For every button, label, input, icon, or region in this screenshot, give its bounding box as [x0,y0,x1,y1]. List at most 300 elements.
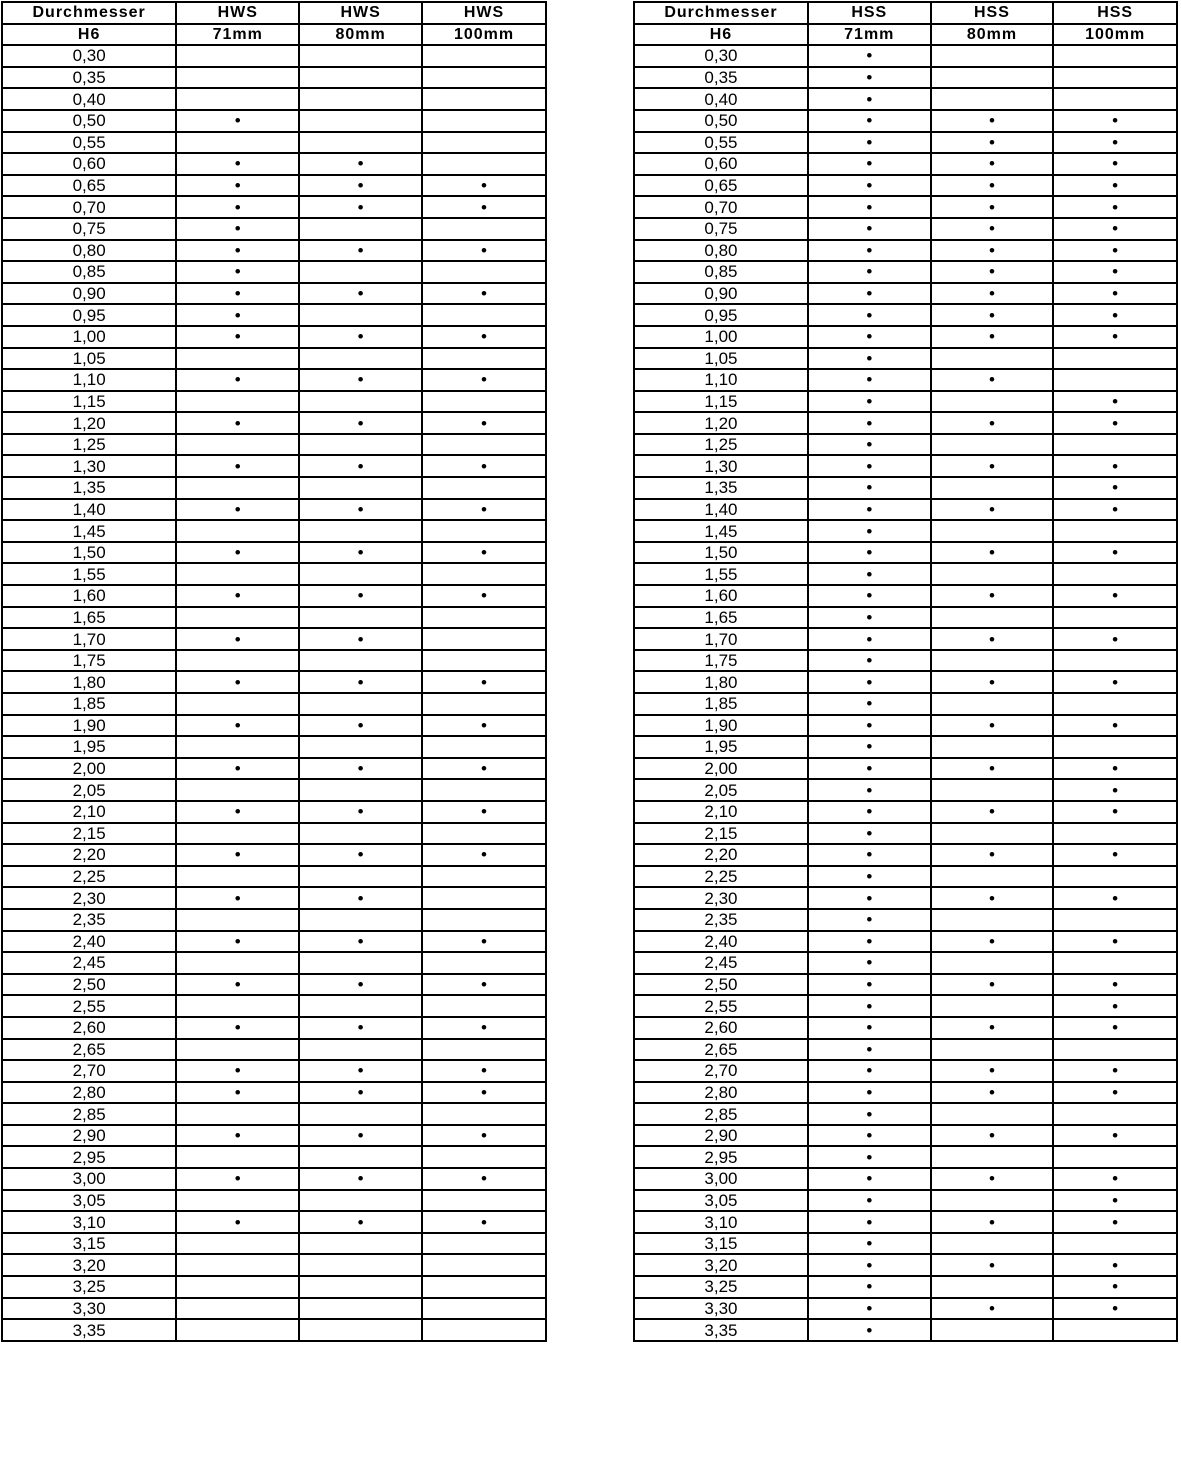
table-row [634,132,1177,154]
table-row [2,779,546,801]
table-row [2,844,546,866]
diameter-cell: 1,20 [634,412,808,434]
table-row [634,974,1177,996]
table-row [2,1168,546,1190]
diameter-cell: 3,10 [634,1211,808,1233]
availability-cell [299,1233,422,1255]
availability-cell: • [931,261,1054,283]
availability-cell [422,628,546,650]
table-row [634,283,1177,305]
availability-cell: • [1053,801,1177,823]
diameter-cell: 2,25 [2,866,176,888]
availability-cell [422,736,546,758]
availability-cell: • [176,175,299,197]
availability-cell: • [808,1254,931,1276]
availability-cell: • [808,1168,931,1190]
availability-cell [1053,1103,1177,1125]
hss-table-body [634,2,1177,1341]
availability-cell: • [808,88,931,110]
availability-cell: • [422,455,546,477]
availability-cell [299,1276,422,1298]
diameter-cell: 1,15 [2,391,176,413]
diameter-cell: 2,90 [634,1125,808,1147]
availability-cell [299,866,422,888]
availability-cell: • [176,931,299,953]
availability-cell: • [1053,218,1177,240]
table-row [2,1060,546,1082]
table-row [2,887,546,909]
availability-cell: • [176,1082,299,1104]
availability-cell [422,1276,546,1298]
availability-cell: • [176,887,299,909]
hws-table-body [2,2,546,1341]
availability-cell: • [931,1060,1054,1082]
availability-cell: • [422,542,546,564]
header-row-sub [634,24,1177,46]
diameter-cell: 0,75 [634,218,808,240]
table-row [634,563,1177,585]
availability-cell: • [808,326,931,348]
availability-cell: • [176,304,299,326]
table-row [2,585,546,607]
availability-cell: • [176,499,299,521]
availability-cell: • [931,153,1054,175]
availability-cell [931,607,1054,629]
availability-cell: • [808,477,931,499]
diameter-cell: 1,50 [2,542,176,564]
diameter-cell: 3,15 [2,1233,176,1255]
availability-cell: • [176,369,299,391]
hss-table [633,1,1178,1342]
table-row [634,153,1177,175]
table-row [2,607,546,629]
diameter-cell: 3,05 [634,1190,808,1212]
availability-cell [299,650,422,672]
availability-cell: • [422,283,546,305]
availability-cell: • [1053,326,1177,348]
availability-cell: • [299,283,422,305]
availability-cell: • [1053,175,1177,197]
column-header: HWS [422,2,546,24]
availability-cell [1053,1233,1177,1255]
availability-cell: • [299,715,422,737]
table-row [634,1211,1177,1233]
column-header: HSS [808,2,931,24]
table-row [634,823,1177,845]
table-row [2,1211,546,1233]
availability-cell: • [1053,1082,1177,1104]
table-row [634,1146,1177,1168]
availability-cell: • [931,671,1054,693]
diameter-cell: 0,75 [2,218,176,240]
diameter-cell: 0,40 [634,88,808,110]
diameter-cell: 0,50 [634,110,808,132]
diameter-cell: 0,90 [2,283,176,305]
availability-cell: • [1053,715,1177,737]
diameter-cell: 1,65 [2,607,176,629]
availability-cell: • [422,326,546,348]
diameter-cell: 0,55 [2,132,176,154]
diameter-cell: 1,60 [634,585,808,607]
availability-cell: • [808,434,931,456]
table-row [634,1017,1177,1039]
diameter-cell: 2,95 [634,1146,808,1168]
diameter-cell: 3,35 [634,1319,808,1341]
diameter-cell: 3,05 [2,1190,176,1212]
diameter-cell: 3,20 [2,1254,176,1276]
diameter-cell: 2,85 [2,1103,176,1125]
availability-cell: • [808,952,931,974]
availability-cell: • [931,304,1054,326]
availability-cell: • [422,196,546,218]
availability-cell: • [808,995,931,1017]
availability-cell [422,477,546,499]
table-row [634,434,1177,456]
availability-cell: • [422,974,546,996]
availability-cell [931,995,1054,1017]
availability-cell [931,391,1054,413]
diameter-cell: 1,25 [634,434,808,456]
table-row [2,196,546,218]
availability-cell: • [299,844,422,866]
diameter-cell: 1,75 [2,650,176,672]
table-row [634,348,1177,370]
availability-cell [176,607,299,629]
availability-cell: • [299,542,422,564]
availability-cell [422,887,546,909]
availability-cell [299,348,422,370]
diameter-cell: 2,65 [2,1039,176,1061]
table-row [634,585,1177,607]
availability-cell: • [299,326,422,348]
diameter-cell: 2,70 [634,1060,808,1082]
diameter-cell: 2,40 [2,931,176,953]
header-row-sub [2,24,546,46]
availability-cell [931,1146,1054,1168]
availability-cell [1053,693,1177,715]
availability-cell: • [808,715,931,737]
availability-cell [299,1254,422,1276]
availability-cell: • [931,931,1054,953]
availability-cell: • [299,1060,422,1082]
table-row [2,1103,546,1125]
availability-cell: • [1053,1060,1177,1082]
availability-cell: • [299,801,422,823]
availability-cell: • [299,1082,422,1104]
availability-cell [931,88,1054,110]
diameter-cell: 2,85 [634,1103,808,1125]
availability-cell: • [176,1017,299,1039]
diameter-cell: 2,45 [634,952,808,974]
diameter-cell: 2,60 [2,1017,176,1039]
table-row [634,196,1177,218]
diameter-cell: 2,15 [2,823,176,845]
availability-cell: • [176,542,299,564]
availability-cell: • [808,261,931,283]
availability-cell [299,132,422,154]
table-row [2,67,546,89]
availability-cell [1053,607,1177,629]
availability-cell [1053,434,1177,456]
availability-cell: • [1053,261,1177,283]
availability-cell [299,218,422,240]
table-row [2,715,546,737]
diameter-cell: 1,85 [2,693,176,715]
availability-cell [176,1190,299,1212]
availability-cell: • [931,412,1054,434]
table-row [634,304,1177,326]
diameter-cell: 2,55 [2,995,176,1017]
availability-cell: • [931,758,1054,780]
availability-cell: • [931,240,1054,262]
table-row [2,1082,546,1104]
table-row [634,693,1177,715]
column-subheader: H6 [634,24,808,46]
diameter-cell: 1,55 [634,563,808,585]
availability-cell: • [931,132,1054,154]
availability-cell: • [931,542,1054,564]
diameter-cell: 3,25 [2,1276,176,1298]
table-row [2,326,546,348]
table-row [634,952,1177,974]
table-row [634,671,1177,693]
diameter-cell: 1,00 [2,326,176,348]
availability-cell: • [1053,391,1177,413]
availability-cell: • [808,607,931,629]
availability-cell [422,607,546,629]
availability-cell: • [422,412,546,434]
availability-cell: • [299,153,422,175]
availability-cell [422,132,546,154]
availability-cell [299,67,422,89]
availability-cell: • [422,801,546,823]
availability-cell [176,909,299,931]
availability-cell: • [299,369,422,391]
availability-cell: • [176,801,299,823]
availability-cell: • [808,585,931,607]
availability-cell: • [176,261,299,283]
availability-cell: • [299,758,422,780]
table-row [634,931,1177,953]
availability-cell: • [1053,1211,1177,1233]
diameter-cell: 3,25 [634,1276,808,1298]
availability-cell [1053,67,1177,89]
diameter-cell: 0,50 [2,110,176,132]
availability-cell: • [1053,758,1177,780]
table-row [2,974,546,996]
availability-cell: • [1053,196,1177,218]
availability-cell [931,1319,1054,1341]
table-row [2,348,546,370]
table-row [2,88,546,110]
table-row [2,240,546,262]
availability-cell: • [176,585,299,607]
availability-cell: • [1053,844,1177,866]
availability-cell: • [808,1298,931,1320]
availability-cell [931,477,1054,499]
availability-cell: • [176,1060,299,1082]
table-row [2,434,546,456]
availability-cell: • [422,1017,546,1039]
availability-cell [931,45,1054,67]
availability-cell: • [931,175,1054,197]
availability-cell [422,67,546,89]
table-row [634,607,1177,629]
diameter-cell: 0,95 [2,304,176,326]
availability-cell [176,995,299,1017]
availability-cell: • [1053,1276,1177,1298]
availability-cell: • [1053,1254,1177,1276]
availability-cell [422,153,546,175]
availability-cell: • [808,175,931,197]
table-row [634,45,1177,67]
availability-cell [299,909,422,931]
diameter-cell: 1,35 [634,477,808,499]
table-row [634,801,1177,823]
availability-cell [1053,952,1177,974]
availability-cell [299,779,422,801]
availability-cell [1053,1319,1177,1341]
availability-cell: • [422,1211,546,1233]
availability-cell [931,909,1054,931]
diameter-cell: 2,80 [634,1082,808,1104]
availability-cell [176,391,299,413]
availability-cell: • [808,887,931,909]
diameter-cell: 2,35 [2,909,176,931]
diameter-cell: 2,35 [634,909,808,931]
diameter-cell: 1,30 [634,455,808,477]
column-subheader: 71mm [176,24,299,46]
availability-cell [176,650,299,672]
availability-cell [299,304,422,326]
column-subheader: H6 [2,24,176,46]
availability-cell [299,391,422,413]
availability-cell: • [808,1146,931,1168]
availability-cell: • [808,974,931,996]
diameter-cell: 2,15 [634,823,808,845]
availability-cell: • [808,1319,931,1341]
availability-cell [176,67,299,89]
table-row [634,628,1177,650]
diameter-cell: 1,85 [634,693,808,715]
diameter-cell: 2,20 [2,844,176,866]
availability-cell: • [422,1082,546,1104]
table-row [2,1254,546,1276]
availability-cell: • [422,499,546,521]
availability-cell [299,607,422,629]
availability-cell [422,304,546,326]
availability-cell: • [808,866,931,888]
diameter-cell: 2,50 [634,974,808,996]
table-row [2,369,546,391]
table-row [2,304,546,326]
diameter-cell: 0,55 [634,132,808,154]
column-header: HWS [299,2,422,24]
diameter-cell: 0,85 [634,261,808,283]
availability-cell: • [808,650,931,672]
diameter-cell: 0,80 [634,240,808,262]
diameter-cell: 0,60 [634,153,808,175]
table-row [634,650,1177,672]
diameter-cell: 1,25 [2,434,176,456]
table-row [634,499,1177,521]
column-subheader: 100mm [1053,24,1177,46]
availability-cell: • [176,455,299,477]
availability-cell: • [422,715,546,737]
table-row [2,218,546,240]
availability-cell: • [1053,110,1177,132]
availability-cell: • [176,715,299,737]
availability-cell: • [808,499,931,521]
table-row [2,1146,546,1168]
availability-cell [422,1319,546,1341]
table-row [2,1319,546,1341]
availability-cell: • [808,391,931,413]
availability-cell: • [1053,542,1177,564]
diameter-cell: 2,55 [634,995,808,1017]
availability-cell [422,866,546,888]
table-row [634,218,1177,240]
diameter-cell: 1,40 [2,499,176,521]
availability-cell: • [808,801,931,823]
availability-cell [299,45,422,67]
availability-cell [176,88,299,110]
diameter-cell: 1,70 [634,628,808,650]
diameter-cell: 1,10 [634,369,808,391]
availability-cell [299,1319,422,1341]
availability-cell [422,434,546,456]
availability-cell [1053,88,1177,110]
availability-cell: • [808,909,931,931]
availability-cell [422,1039,546,1061]
availability-cell: • [1053,412,1177,434]
availability-cell [422,779,546,801]
diameter-cell: 1,15 [634,391,808,413]
availability-cell: • [808,45,931,67]
diameter-cell: 0,65 [634,175,808,197]
table-row [2,1125,546,1147]
diameter-cell: 1,80 [634,671,808,693]
availability-cell [299,110,422,132]
table-row [634,736,1177,758]
availability-cell: • [931,1298,1054,1320]
availability-cell [931,823,1054,845]
diameter-cell: 3,10 [2,1211,176,1233]
availability-cell [1053,650,1177,672]
availability-cell: • [422,1168,546,1190]
availability-cell: • [176,758,299,780]
availability-cell: • [176,218,299,240]
diameter-cell: 1,65 [634,607,808,629]
availability-cell [299,1039,422,1061]
availability-cell: • [931,1254,1054,1276]
availability-cell: • [176,844,299,866]
availability-cell: • [176,240,299,262]
availability-cell: • [931,887,1054,909]
table-row [2,823,546,845]
availability-cell: • [299,628,422,650]
availability-cell: • [176,1211,299,1233]
availability-cell [176,952,299,974]
availability-cell [931,563,1054,585]
availability-cell [931,1233,1054,1255]
availability-cell [422,823,546,845]
diameter-cell: 0,60 [2,153,176,175]
availability-cell [422,1233,546,1255]
column-header: Durchmesser [634,2,808,24]
availability-cell [176,132,299,154]
header-row-top [634,2,1177,24]
